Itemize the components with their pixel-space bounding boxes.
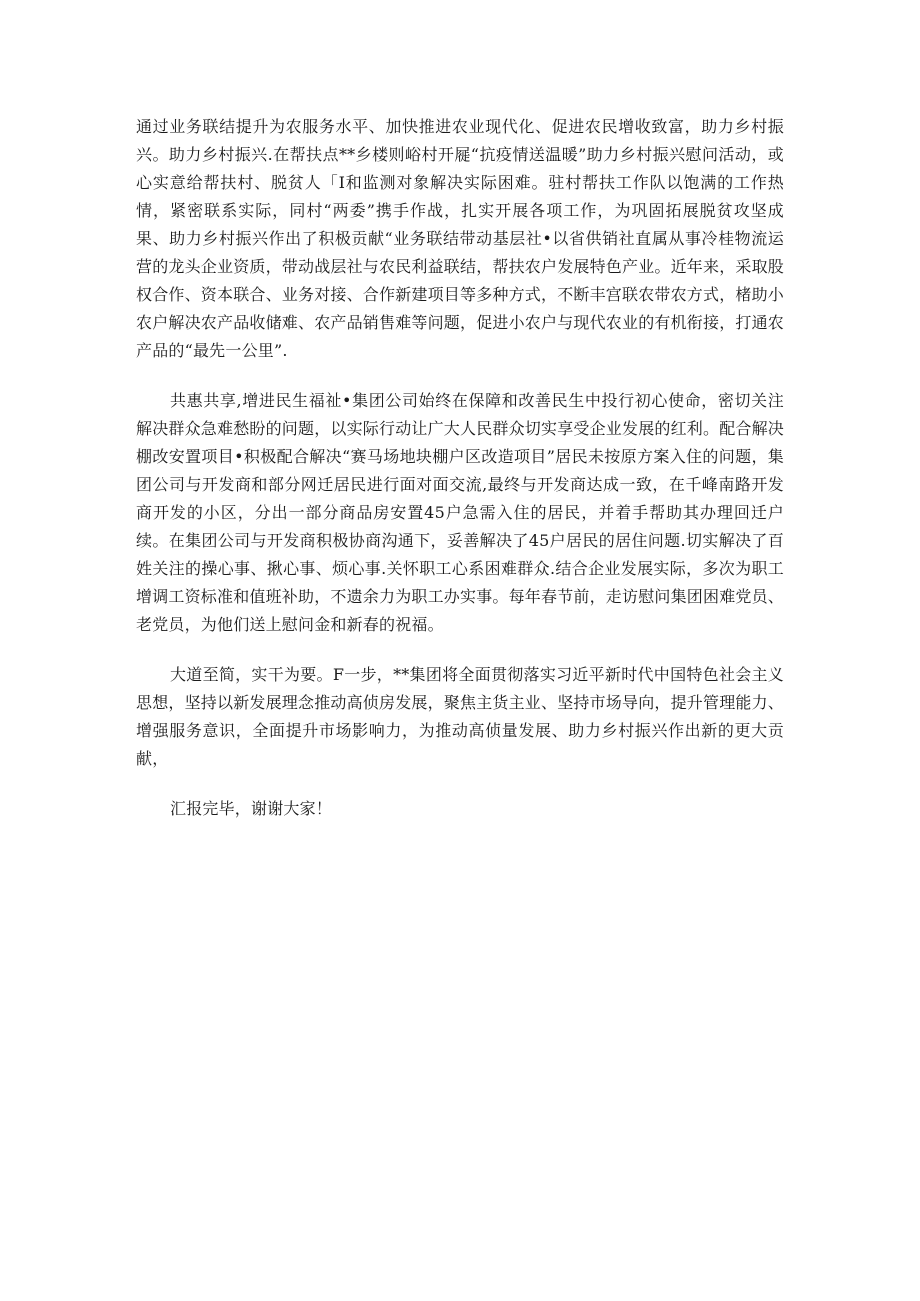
paragraph-closing: 汇报完毕，谢谢大家！: [170, 799, 333, 818]
paragraph-livelihood: 共惠共享,增进民生福祉•集团公司始终在保障和改善民生中投行初心使命，密切关注解决群众急难愁盼的问题，以实际行动让广大人民群众切实享受企业发展的红利。配合解决棚改安置项目•积极配合解决“赛马场地块棚户区改造项目”居民未按原方案入住的问题，集团公司与开发商和部分网迁居民进行面对面交流,最终与开发商达成一致，在千峰南路开发商开发的小区，分出一部分商品房安置45户急需入住的居民，并着手帮助其办理回迁户续。在集团公司与开发商积极协商沟通下，妥善解决了45户居民的居住问题.切实解决了百姓关注的操心事、揪心事、烦心事.关怀职工心系困难群众.结合企业发展实际，多次为职工增调工资标准和值班补助，不遗余力为职工办实事。每年春节前，走访慰问集团困难党员、老党员，为他们送上慰问金和新春的祝福。: [136, 391, 785, 634]
paragraph-rural-revitalization: 通过业务联结提升为农服务水平、加快推进农业现代化、促进农民增收致富，助力乡村振兴。助力乡村振兴.在帮扶点**乡楼则峪村开屣“抗疫情送温暖”助力乡村振兴慰问活动，或心实意给帮扶村、脱贫人「I和监测对象解决实际困难。驻村帮扶工作队以饱满的工作热情，紧密联系实际，同村“两委”携手作战，扎实开展各项工作，为巩固拓展脱贫攻坚成果、助力乡村振兴作出了积极贡献“业务联结带动基层社•以省供销社直属从事冷桂物流运营的龙头企业资质，带动战层社与农民利益联结，帮扶农户发展特色产业。近年来，采取股权合作、资本联合、业务对接、合作新建项目等多种方式，不断丰宫联农带农方式，楮助小农户解决农产品收储难、农产品销售难等问题，促进小农户与现代农业的有机衔接，打通农产品的“最先一公里”.: [136, 117, 785, 360]
paragraph-outlook: 大道至简，实干为要。F一步，**集团将全面贯彻落实习近平新时代中国特色社会主义思想，坚持以新发展理念推动高侦房发展，聚焦主货主业、坚持市场导向，提升管理能力、增强服务意识，全面提升市场影响力，为推动高侦量发展、助力乡村振兴作出新的更大贡献，: [136, 665, 785, 768]
document-body: [136, 113, 784, 829]
